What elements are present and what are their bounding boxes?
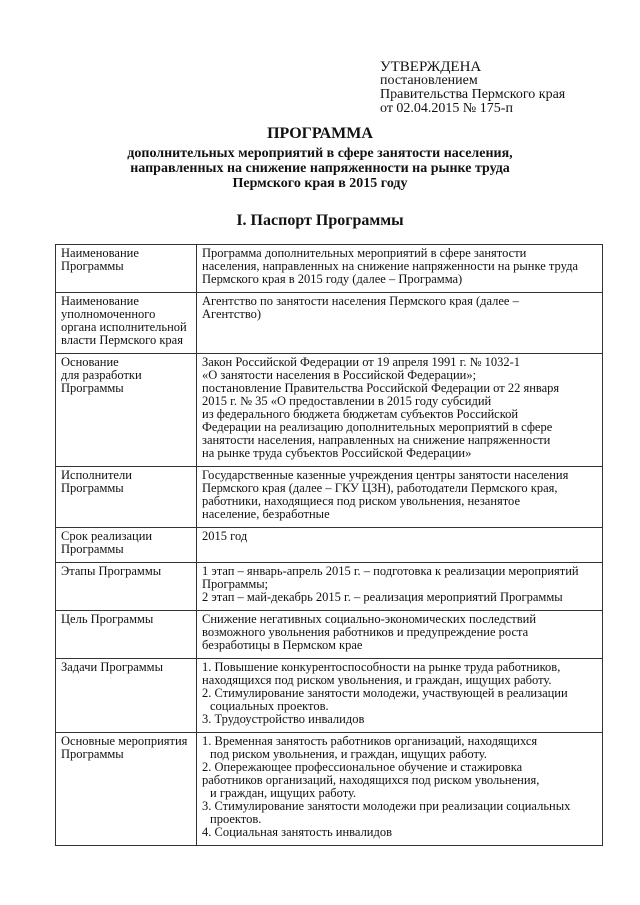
passport-value-line: под риском увольнения, и граждан, ищущих работу. (210, 747, 487, 761)
passport-label-line: для разработки (61, 368, 142, 382)
passport-value-cell (197, 733, 603, 846)
passport-value-line: 2. Опережающее профессиональное обучение и стажировка (202, 760, 523, 774)
passport-row (56, 293, 603, 354)
approval-heading: УТВЕРЖДЕНА (380, 59, 482, 75)
passport-value-line: проектов. (210, 812, 262, 826)
passport-label-cell (56, 467, 197, 528)
subtitle-line: направленных на снижение напряженности на рынке труда (130, 161, 510, 176)
passport-value-line: безработицы в Пермском крае (202, 638, 363, 652)
approval-line-1: постановлением (380, 73, 478, 88)
passport-value-cell (197, 467, 603, 528)
passport-label-line: Программы (61, 259, 124, 273)
subtitle-line: дополнительных мероприятий в сфере занятости населения, (127, 146, 513, 161)
passport-value-line: 3. Стимулирование занятости молодежи при реализации социальных (202, 799, 571, 813)
passport-label-cell (56, 563, 197, 611)
passport-label-cell (56, 354, 197, 467)
passport-value-cell (197, 528, 603, 563)
passport-value-line: 3. Трудоустройство инвалидов (202, 712, 365, 726)
passport-value-line: 2015 год (202, 529, 248, 543)
passport-table (55, 244, 603, 846)
passport-value-line: из федерального бюджета бюджетам субъектов Российской (202, 407, 519, 421)
approval-line-3: от 02.04.2015 № 175-п (380, 101, 513, 116)
passport-value-line: социальных проектов. (210, 699, 329, 713)
passport-value-line: постановление Правительства Российской Федерации от 22 января (202, 381, 560, 395)
passport-label-cell (56, 528, 197, 563)
passport-value-line: население, безработные (202, 507, 330, 521)
passport-value-line: населения, направленных на снижение напряженности на рынке труда (202, 259, 579, 273)
passport-row (56, 659, 603, 733)
passport-row (56, 611, 603, 659)
passport-value-line: работников организаций, находящихся под риском увольнения, (202, 773, 540, 787)
passport-value-line: работники, находящиеся под риском увольнения, незанятое (202, 494, 521, 508)
passport-value-line: занятости населения, направленных на снижение напряженности (202, 433, 551, 447)
passport-value-cell (197, 245, 603, 293)
passport-label-line: Программы (61, 542, 124, 556)
passport-label-cell (56, 245, 197, 293)
passport-label-line: Цель Программы (61, 612, 154, 626)
passport-value-line: Федерации на реализацию дополнительных мероприятий в сфере (202, 420, 553, 434)
passport-label-line: власти Пермского края (61, 333, 183, 347)
passport-value-cell (197, 293, 603, 354)
document-subtitle (0, 146, 640, 191)
passport-value-line: Снижение негативных социально-экономических последствий (202, 612, 537, 626)
passport-value-line: Программы; (202, 577, 269, 591)
passport-value-line: Агентство) (202, 307, 262, 321)
passport-value-line: Пермского края в 2015 году (далее – Программа) (202, 272, 463, 286)
passport-label-line: Программы (61, 481, 124, 495)
passport-label-line: Задачи Программы (61, 660, 163, 674)
passport-row (56, 467, 603, 528)
passport-value-line: находящихся под риском увольнения, и граждан, ищущих работу. (202, 673, 552, 687)
passport-value-line: 2 этап – май-декабрь 2015 г. – реализация мероприятий Программы (202, 590, 563, 604)
passport-label-line: Программы (61, 747, 124, 761)
passport-value-line: Государственные казенные учреждения центры занятости населения (202, 468, 569, 482)
passport-value-line: и граждан, ищущих работу. (210, 786, 357, 800)
passport-row (56, 354, 603, 467)
passport-value-line: возможного увольнения работников и предупреждение роста (202, 625, 529, 639)
passport-value-line: «О занятости населения в Российской Федерации»; (202, 368, 477, 382)
passport-label-line: Программы (61, 381, 124, 395)
passport-value-cell (197, 611, 603, 659)
passport-row (56, 563, 603, 611)
passport-row (56, 245, 603, 293)
passport-label-line: Наименование (61, 246, 139, 260)
passport-label-line: Основание (61, 355, 119, 369)
passport-value-line: на рынке труда субъектов Российской Федерации» (202, 446, 472, 460)
passport-label-line: Исполнители (61, 468, 132, 482)
passport-value-cell (197, 563, 603, 611)
passport-label-line: органа исполнительной (61, 320, 187, 334)
passport-value-line: 2015 г. № 35 «О предоставлении в 2015 году субсидий (202, 394, 492, 408)
passport-value-line: 1. Повышение конкурентоспособности на рынке труда работников, (202, 660, 561, 674)
passport-label-line: Основные мероприятия (61, 734, 188, 748)
passport-label-line: уполномоченного (61, 307, 156, 321)
passport-label-cell (56, 611, 197, 659)
passport-row (56, 733, 603, 846)
passport-label-line: Наименование (61, 294, 139, 308)
passport-label-cell (56, 733, 197, 846)
approval-stamp (380, 60, 565, 116)
passport-row (56, 528, 603, 563)
passport-value-line: Закон Российской Федерации от 19 апреля 1991 г. № 1032-1 (202, 355, 521, 369)
passport-table-body (56, 245, 603, 846)
subtitle-line: Пермского края в 2015 году (232, 176, 408, 191)
passport-label-cell (56, 659, 197, 733)
passport-value-line: Агентство по занятости населения Пермского края (далее – (202, 294, 519, 308)
passport-label-line: Срок реализации (61, 529, 153, 543)
passport-value-line: 1. Временная занятость работников организаций, находящихся (202, 734, 538, 748)
document-title: ПРОГРАММА (267, 125, 373, 142)
approval-line-2: Правительства Пермского края (380, 87, 566, 102)
passport-label-cell (56, 293, 197, 354)
passport-value-cell (197, 659, 603, 733)
passport-label-line: Этапы Программы (61, 564, 162, 578)
passport-value-line: 4. Социальная занятость инвалидов (202, 825, 393, 839)
passport-value-line: 1 этап – январь-апрель 2015 г. – подготовка к реализации мероприятий (202, 564, 579, 578)
passport-value-line: Пермского края (далее – ГКУ ЦЗН), работодатели Пермского края, (202, 481, 558, 495)
passport-value-cell (197, 354, 603, 467)
passport-value-line: Программа дополнительных мероприятий в сфере занятости (202, 246, 527, 260)
section-heading: I. Паспорт Программы (236, 212, 404, 229)
passport-value-line: 2. Стимулирование занятости молодежи, участвующей в реализации (202, 686, 568, 700)
